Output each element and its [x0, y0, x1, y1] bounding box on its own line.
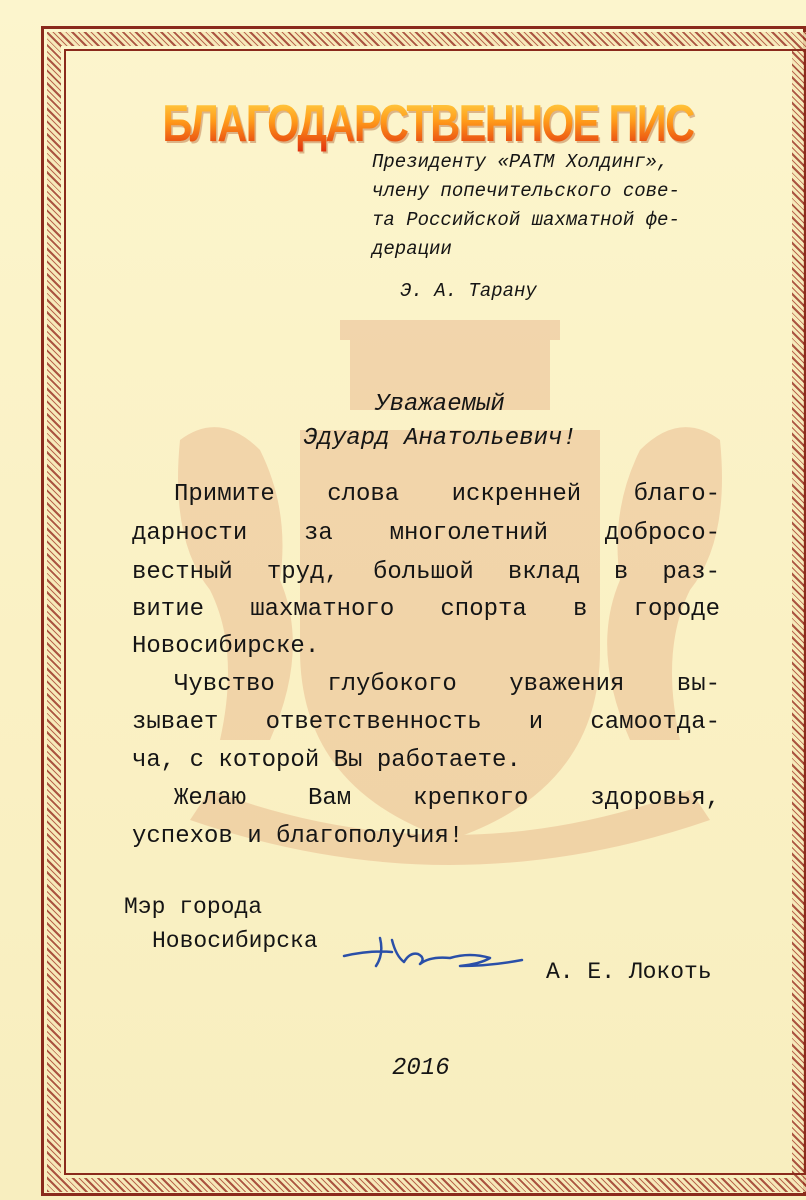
body-line: Примите слова искренней благо- — [174, 481, 720, 508]
signer-title-line: Мэр города — [124, 894, 263, 920]
addressee-line: члену попечительского сове- — [372, 180, 680, 202]
addressee-name: Э. А. Тарану — [400, 280, 537, 302]
handwritten-signature-icon — [340, 932, 525, 974]
letter-year: 2016 — [392, 1055, 450, 1082]
body-line: Новосибирске. — [132, 633, 320, 660]
greeting-line-1: Уважаемый — [375, 391, 505, 418]
body-line: Желаю Вам крепкого здоровья, — [174, 785, 720, 812]
signer-title — [124, 890, 318, 958]
addressee-line: дерации — [372, 238, 452, 260]
body-line: вестный труд, большой вклад в раз- — [132, 559, 720, 586]
greeting-line-2: Эдуард Анатольевич! — [303, 425, 577, 452]
body-line: витие шахматного спорта в городе — [132, 596, 720, 623]
addressee-block — [372, 148, 680, 264]
body-line: зывает ответственность и самоотда- — [132, 709, 720, 736]
body-line: успехов и благополучия! — [132, 823, 464, 850]
body-line: дарности за многолетний добросо- — [132, 520, 720, 547]
signer-name: А. Е. Локоть — [546, 959, 712, 985]
body-line: Чувство глубокого уважения вы- — [174, 671, 720, 698]
addressee-line: та Российской шахматной фе- — [372, 209, 680, 231]
addressee-line: Президенту «РАТМ Холдинг», — [372, 151, 669, 173]
letter-title: БЛАГОДАРСТВЕННОЕ ПИСЬМО — [162, 95, 785, 153]
body-line: ча, с которой Вы работаете. — [132, 747, 521, 774]
signer-title-line: Новосибирска — [152, 928, 318, 954]
